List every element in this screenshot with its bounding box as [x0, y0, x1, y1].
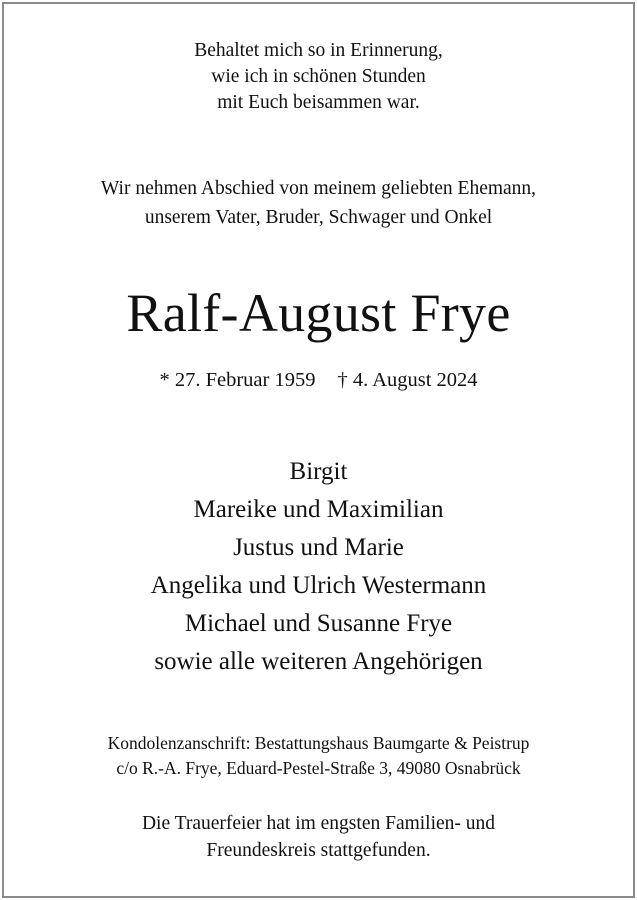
address-line: c/o R.-A. Frye, Eduard-Pestel-Straße 3, 49080 Osnabrück: [116, 758, 521, 778]
mourner-line: Angelika und Ulrich Westermann: [150, 572, 487, 599]
intro-line: unserem Vater, Bruder, Schwager und Onkel: [144, 207, 493, 228]
mourner-line: sowie alle weiteren Angehörigen: [154, 648, 483, 675]
mourner-line: Birgit: [289, 458, 348, 485]
motto-line: wie ich in schönen Stunden: [211, 66, 426, 87]
mourner-line: Mareike und Maximilian: [193, 496, 444, 523]
memorial-motto: [0, 38, 637, 116]
mourners-list: [0, 453, 637, 681]
mourner-line: Michael und Susanne Frye: [184, 610, 453, 637]
motto-line: Behaltet mich so in Erinnerung,: [194, 40, 443, 61]
address-line: Kondolenzanschrift: Bestattungshaus Baumgarte & Peistrup: [107, 733, 530, 753]
condolence-address: [0, 731, 637, 781]
life-dates: [0, 366, 637, 394]
deceased-name: Ralf-August Frye: [126, 283, 511, 343]
ceremony-note: [0, 810, 637, 864]
birth-date: * 27. Februar 1959: [159, 369, 316, 391]
death-date: † 4. August 2024: [337, 369, 478, 391]
ceremony-line: Die Trauerfeier hat im engsten Familien- und: [141, 813, 496, 834]
ceremony-line: Freundeskreis stattgefunden.: [206, 840, 431, 861]
motto-line: mit Euch beisammen war.: [217, 92, 420, 113]
mourner-line: Justus und Marie: [233, 534, 404, 561]
farewell-intro: [0, 174, 637, 232]
intro-line: Wir nehmen Abschied von meinem geliebten Ehemann,: [100, 178, 537, 199]
